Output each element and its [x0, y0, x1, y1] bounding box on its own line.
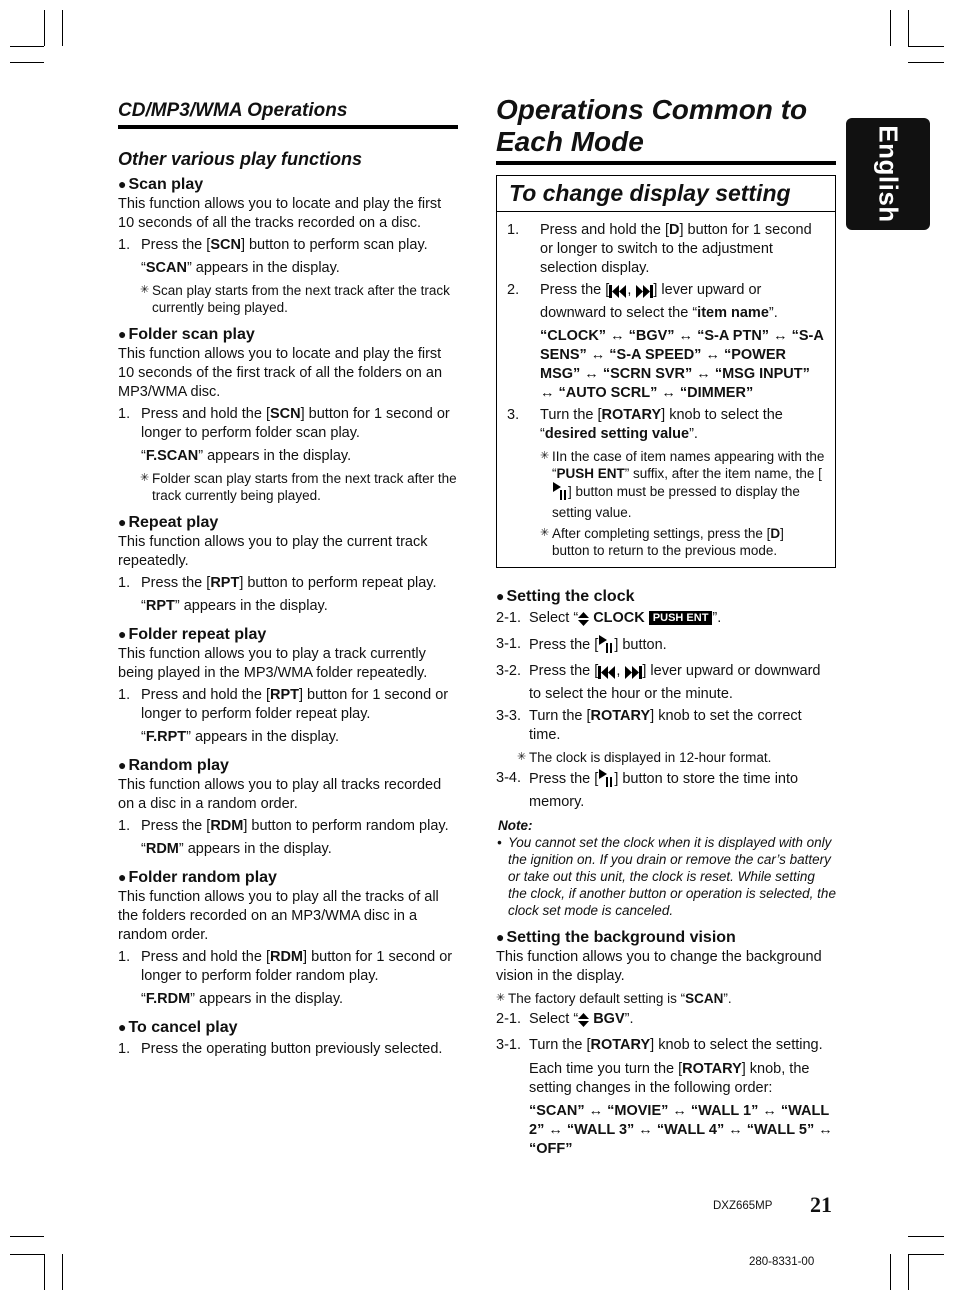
repeat-play-desc: This function allows you to play the current track repeatedly.	[118, 534, 428, 569]
clock-note: ✳ The clock is displayed in 12-hour format.	[517, 750, 772, 765]
page-title: Operations Common to Each Mode	[496, 94, 836, 165]
language-tab-label: English	[873, 125, 904, 223]
cancel-play-heading: To cancel play	[128, 1019, 238, 1036]
random-play-step: 1. Press the [RDM] button to perform random play.	[118, 818, 449, 834]
clock-section	[496, 588, 836, 919]
clock-step-3-2: 3-2. Press the [ , ] lever upward or downward to select the hour or the minute.	[496, 663, 821, 702]
bullet-icon: ●	[496, 929, 505, 945]
document-code: 280-8331-00	[749, 1256, 815, 1268]
clock-heading: Setting the clock	[506, 588, 635, 605]
bullet-icon: ●	[118, 176, 127, 192]
scan-play-note: ✳ Scan play starts from the next track after the track currently being played.	[140, 283, 450, 315]
language-tab	[846, 118, 930, 230]
scan-play-desc: This function allows you to locate and play the first 10 seconds of all the tracks recorded on a disc.	[118, 196, 442, 231]
repeat-play-heading: Repeat play	[128, 514, 219, 531]
play-pause-icon	[598, 635, 614, 659]
repeat-play-display: “RPT” appears in the display.	[141, 598, 328, 614]
display-step-2: 2. Press the [ , ] lever upward or downward to select the “item name”.	[507, 282, 778, 321]
scan-play-step: 1. Press the [SCN] button to perform scan play.	[118, 237, 428, 253]
folder-random-desc: This function allows you to play all the tracks of all the folders recorded on an MP3/WMA disc in a random order.	[118, 889, 439, 943]
bullet-icon: ●	[496, 588, 505, 604]
bgv-note: ✳ The factory default setting is “SCAN”.	[496, 991, 732, 1006]
previous-track-icon	[598, 666, 616, 685]
previous-track-icon	[609, 285, 627, 304]
push-ent-tag: PUSH ENT	[649, 611, 713, 625]
clock-step-2-1: 2-1. Select “ CLOCK PUSH ENT ”.	[496, 609, 836, 632]
bgv-section	[496, 929, 836, 1159]
folder-repeat-desc: This function allows you to play a track currently being played in the MP3/WMA folder repeatedly.	[118, 646, 428, 681]
folder-random-section	[118, 869, 458, 1009]
bullet-icon: ●	[118, 514, 127, 530]
bgv-heading: Setting the background vision	[506, 929, 736, 946]
next-track-icon	[635, 285, 653, 304]
section-title: CD/MP3/WMA Operations	[118, 100, 458, 129]
bgv-step-3-1: 3-1. Turn the [ROTARY] knob to select the setting.	[496, 1037, 823, 1053]
folder-repeat-heading: Folder repeat play	[128, 626, 267, 643]
display-setting-box	[496, 175, 836, 568]
model-number: DXZ665MP	[713, 1200, 773, 1212]
bgv-cycle: “SCAN” ↔ “MOVIE” ↔ “WALL 1” ↔ “WALL 2” ↔ “WALL 3” ↔ “WALL 4” ↔ “WALL 5” ↔ “OFF”	[529, 1103, 833, 1157]
next-track-icon	[624, 666, 642, 685]
random-play-display: “RDM” appears in the display.	[141, 841, 332, 857]
folder-random-heading: Folder random play	[128, 869, 277, 886]
folder-random-step: 1. Press and hold the [RDM] button for 1 second or longer to perform folder random play.	[118, 949, 453, 984]
display-note-1: ✳ IIn the case of item names appearing with the “PUSH ENT” suffix, after the item name, the [] button must be pressed to display the setting value.	[540, 449, 825, 520]
folder-scan-step: 1. Press and hold the [SCN] button for 1 second or longer to perform folder scan play.	[118, 406, 450, 441]
scan-play-display: “SCAN” appears in the display.	[141, 260, 340, 276]
up-down-icon	[578, 1013, 589, 1033]
folder-repeat-step: 1. Press and hold the [RPT] button for 1 second or longer to perform folder repeat play.	[118, 687, 449, 722]
bullet-icon: ●	[118, 326, 127, 342]
scan-play-heading: Scan play	[128, 176, 204, 193]
folder-scan-desc: This function allows you to locate and play the first 10 seconds of the first track of all the folders on an MP3/WMA disc.	[118, 346, 443, 400]
folder-repeat-display: “F.RPT” appears in the display.	[141, 729, 339, 745]
asterisk-icon: ✳	[517, 751, 527, 763]
bullet-icon: ●	[118, 869, 127, 885]
clock-step-3-4: 3-4. Press the [ ] button to store the time into memory.	[496, 770, 799, 810]
asterisk-icon: ✳	[140, 284, 150, 296]
bgv-each-time: Each time you turn the [ROTARY] knob, the setting changes in the following order:	[529, 1061, 810, 1096]
clock-note-text: • You cannot set the clock when it is displayed with only the ignition on. If you drain or remove the car’s battery or take out this unit, the clock is reset. While setting the clock, if another button or operation is selected, the clock set mode is canceled.	[497, 835, 836, 918]
display-note-2: ✳ After completing settings, press the [D] button to return to the previous mode.	[540, 526, 784, 558]
random-play-section	[118, 757, 458, 859]
folder-scan-heading: Folder scan play	[128, 326, 255, 343]
play-pause-icon	[552, 482, 568, 504]
folder-scan-display: “F.SCAN” appears in the display.	[141, 448, 352, 464]
bgv-step-2-1: 2-1. Select “ BGV”.	[496, 1010, 836, 1033]
up-down-icon	[578, 612, 589, 632]
scan-play-section	[118, 176, 458, 316]
repeat-play-step: 1. Press the [RPT] button to perform repeat play.	[118, 575, 437, 591]
folder-scan-section	[118, 326, 458, 504]
bullet-icon: ●	[118, 626, 127, 642]
asterisk-icon: ✳	[540, 450, 550, 462]
clock-step-3-3: 3-3. Turn the [ROTARY] knob to set the correct time.	[496, 708, 802, 743]
folder-repeat-section	[118, 626, 458, 747]
box-title: To change display setting	[497, 176, 835, 212]
cancel-play-section	[118, 1019, 458, 1059]
clock-step-3-1: 3-1. Press the [ ] button.	[496, 635, 836, 659]
display-step-1: 1. Press and hold the [D] button for 1 second or longer to switch to the adjustment selection display.	[507, 222, 812, 276]
note-heading: Note:	[498, 818, 533, 833]
bgv-desc: This function allows you to change the background vision in the display.	[496, 949, 822, 984]
asterisk-icon: ✳	[140, 472, 150, 484]
display-step-3: 3. Turn the [ROTARY] knob to select the “desired setting value”.	[507, 407, 783, 442]
left-column	[118, 100, 458, 1059]
right-column	[496, 94, 836, 1159]
random-play-heading: Random play	[128, 757, 229, 774]
cancel-play-step: 1. Press the operating button previously selected.	[118, 1041, 443, 1057]
folder-random-display: “F.RDM” appears in the display.	[141, 991, 344, 1007]
asterisk-icon: ✳	[496, 992, 506, 1004]
folder-scan-note: ✳ Folder scan play starts from the next track after the track currently being played.	[140, 471, 457, 503]
play-pause-icon	[598, 769, 614, 793]
bullet-icon: ●	[118, 1019, 127, 1035]
item-name-cycle: “CLOCK” ↔ “BGV” ↔ “S-A PTN” ↔ “S-A SENS” ↔ “S-A SPEED” ↔ “POWER MSG” ↔ “SCRN SVR” ↔ “MSG INPUT” ↔ “AUTO SCRL” ↔ “DIMMER”	[540, 328, 824, 401]
bullet-icon: ●	[118, 757, 127, 773]
sub-title: Other various play functions	[118, 149, 363, 169]
asterisk-icon: ✳	[540, 527, 550, 539]
repeat-play-section	[118, 514, 458, 616]
page-number: 21	[810, 1192, 832, 1217]
random-play-desc: This function allows you to play all tracks recorded on a disc in a random order.	[118, 777, 442, 812]
